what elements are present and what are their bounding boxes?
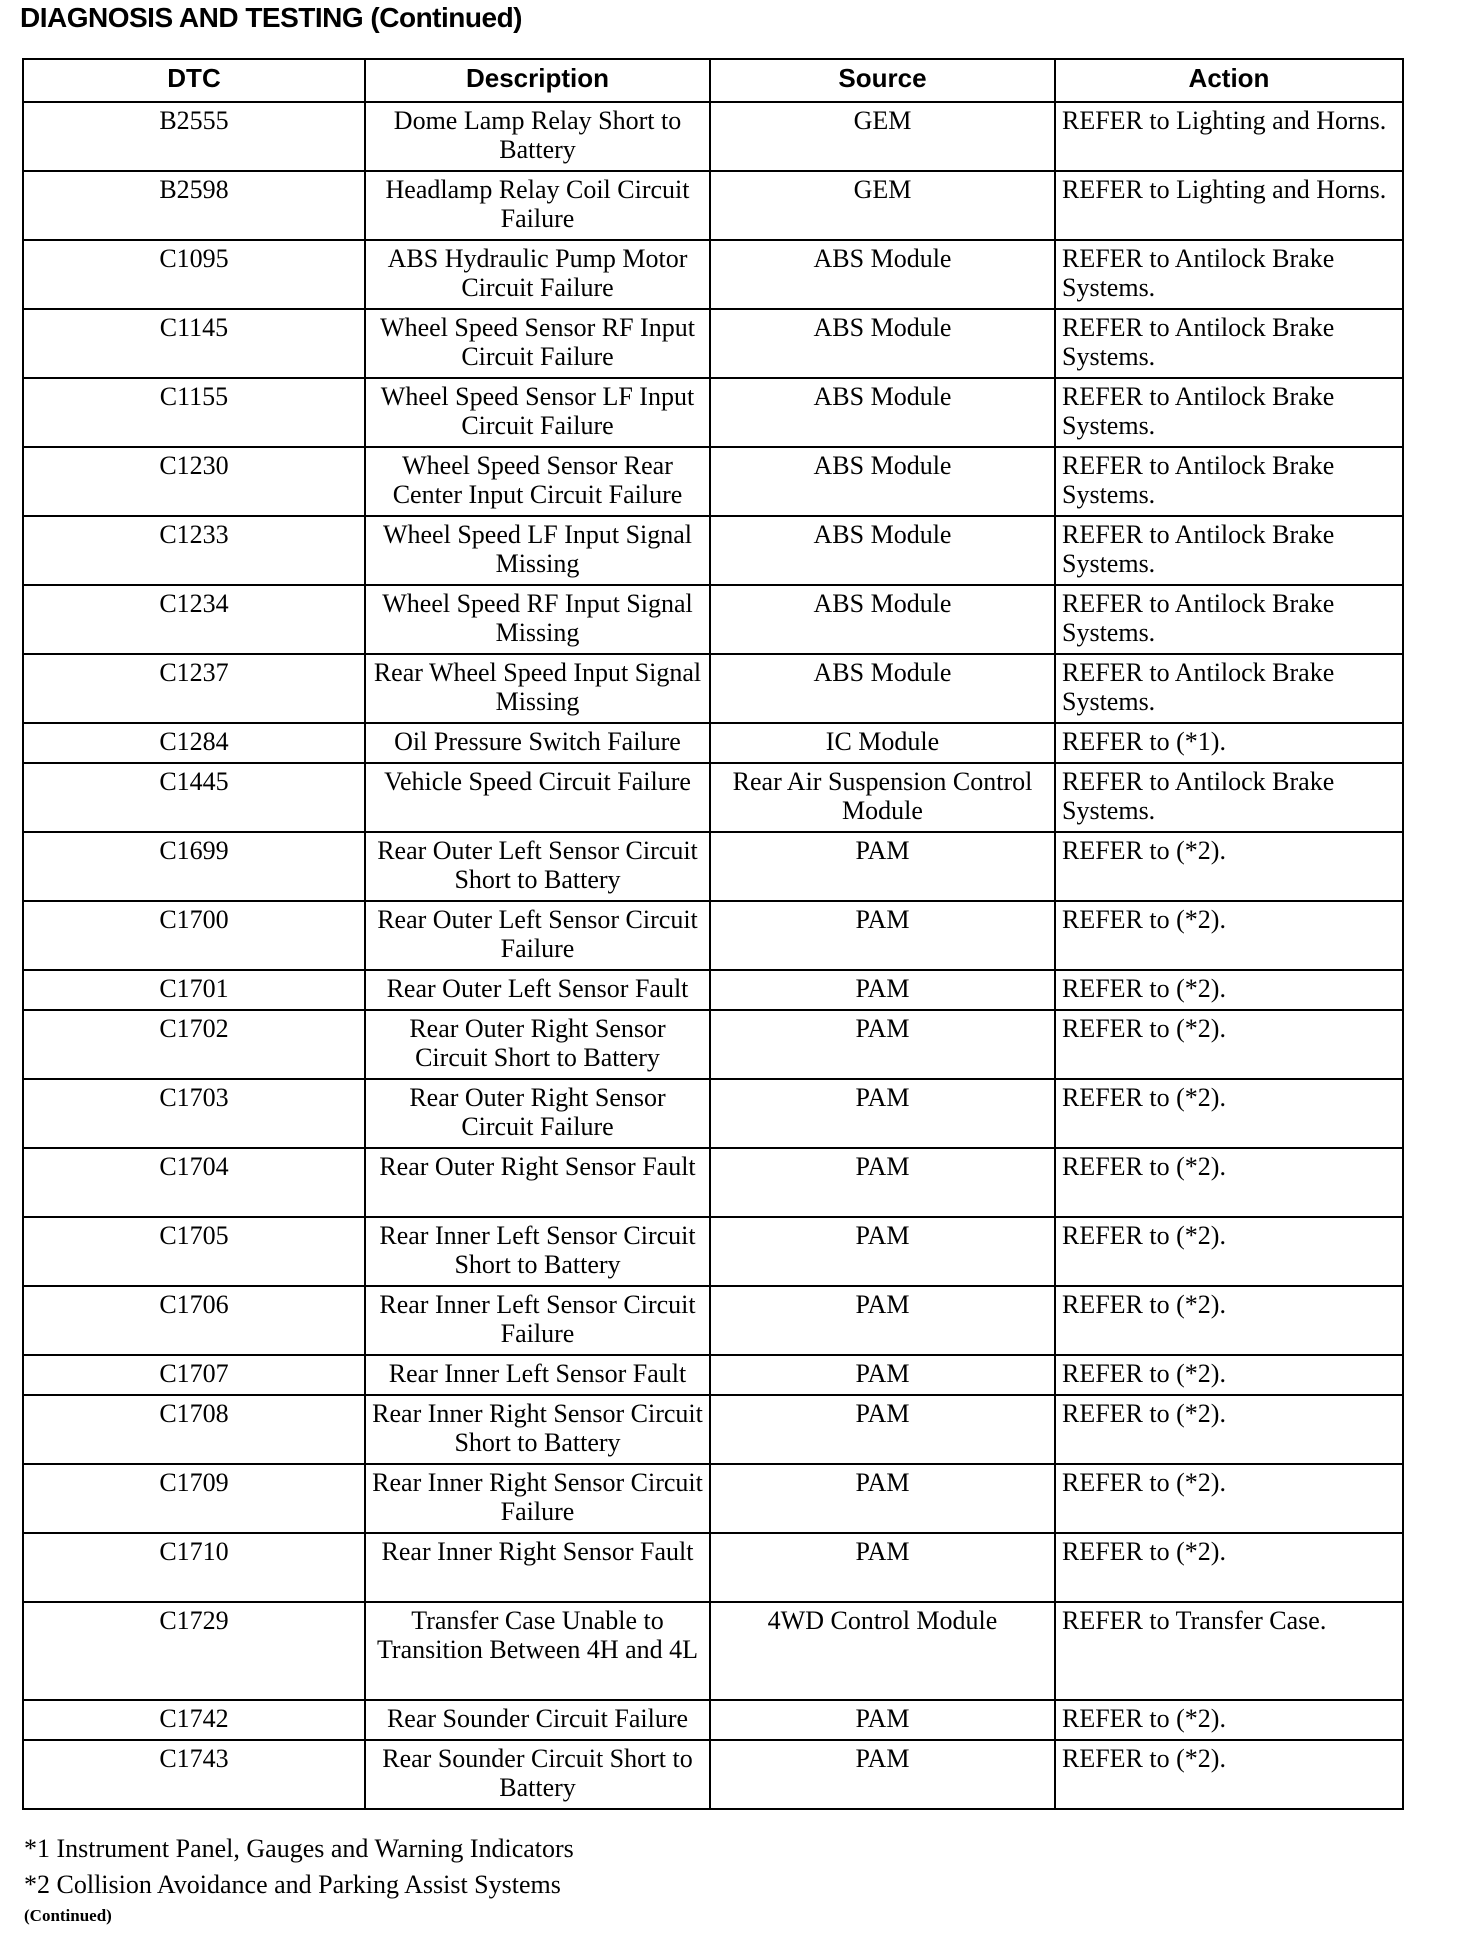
dtc-action: REFER to (*2).: [1055, 1286, 1403, 1355]
dtc-source: PAM: [710, 1533, 1055, 1602]
dtc-source: ABS Module: [710, 447, 1055, 516]
dtc-source: Rear Air Suspension Control Module: [710, 763, 1055, 832]
dtc-source: PAM: [710, 1700, 1055, 1740]
dtc-code: C1155: [23, 378, 365, 447]
dtc-action: REFER to Antilock Brake Systems.: [1055, 240, 1403, 309]
dtc-action: REFER to (*2).: [1055, 970, 1403, 1010]
dtc-code: C1445: [23, 763, 365, 832]
dtc-description: Wheel Speed Sensor Rear Center Input Circuit Failure: [365, 447, 710, 516]
dtc-code: C1700: [23, 901, 365, 970]
dtc-code: C1743: [23, 1740, 365, 1809]
dtc-source: ABS Module: [710, 585, 1055, 654]
dtc-description: Rear Outer Right Sensor Fault: [365, 1148, 710, 1217]
dtc-source: PAM: [710, 1079, 1055, 1148]
column-header-dtc: DTC: [23, 59, 365, 102]
dtc-code: C1729: [23, 1602, 365, 1700]
dtc-action: REFER to Transfer Case.: [1055, 1602, 1403, 1700]
dtc-action: REFER to (*2).: [1055, 832, 1403, 901]
dtc-description: Wheel Speed Sensor RF Input Circuit Failure: [365, 309, 710, 378]
footnote-2: *2 Collision Avoidance and Parking Assist Systems: [24, 1870, 561, 1899]
dtc-source: PAM: [710, 1740, 1055, 1809]
dtc-action: REFER to (*2).: [1055, 1700, 1403, 1740]
dtc-description: Transfer Case Unable to Transition Between 4H and 4L: [365, 1602, 710, 1700]
dtc-action: REFER to Antilock Brake Systems.: [1055, 378, 1403, 447]
table-row: [23, 585, 1403, 654]
table-row: [23, 901, 1403, 970]
dtc-source: PAM: [710, 1464, 1055, 1533]
dtc-source: PAM: [710, 970, 1055, 1010]
dtc-description: Rear Outer Left Sensor Circuit Failure: [365, 901, 710, 970]
table-row: [23, 1533, 1403, 1602]
dtc-code: C1707: [23, 1355, 365, 1395]
table-row: [23, 378, 1403, 447]
dtc-source: ABS Module: [710, 516, 1055, 585]
dtc-source: PAM: [710, 832, 1055, 901]
dtc-code: C1708: [23, 1395, 365, 1464]
dtc-action: REFER to Lighting and Horns.: [1055, 102, 1403, 171]
dtc-code: C1237: [23, 654, 365, 723]
table-row: [23, 654, 1403, 723]
dtc-description: Rear Inner Right Sensor Fault: [365, 1533, 710, 1602]
dtc-description: Oil Pressure Switch Failure: [365, 723, 710, 763]
column-header-description: Description: [365, 59, 710, 102]
dtc-source: 4WD Control Module: [710, 1602, 1055, 1700]
dtc-action: REFER to (*1).: [1055, 723, 1403, 763]
dtc-code: C1095: [23, 240, 365, 309]
dtc-action: REFER to (*2).: [1055, 1740, 1403, 1809]
dtc-code: C1234: [23, 585, 365, 654]
dtc-description: Rear Outer Right Sensor Circuit Short to Battery: [365, 1010, 710, 1079]
dtc-source: PAM: [710, 1395, 1055, 1464]
dtc-description: Rear Outer Right Sensor Circuit Failure: [365, 1079, 710, 1148]
dtc-code: C1710: [23, 1533, 365, 1602]
table-row: [23, 447, 1403, 516]
dtc-description: Rear Inner Right Sensor Circuit Short to Battery: [365, 1395, 710, 1464]
table-row: [23, 1355, 1403, 1395]
table-row: [23, 723, 1403, 763]
dtc-action: REFER to (*2).: [1055, 1355, 1403, 1395]
dtc-source: PAM: [710, 901, 1055, 970]
dtc-action: REFER to (*2).: [1055, 1533, 1403, 1602]
dtc-code: C1284: [23, 723, 365, 763]
dtc-code: C1702: [23, 1010, 365, 1079]
table-row: [23, 970, 1403, 1010]
dtc-description: Rear Inner Left Sensor Fault: [365, 1355, 710, 1395]
table-row: [23, 1464, 1403, 1533]
dtc-code: C1709: [23, 1464, 365, 1533]
dtc-code: B2598: [23, 171, 365, 240]
dtc-action: REFER to (*2).: [1055, 1148, 1403, 1217]
table-header-row: [23, 59, 1403, 102]
dtc-source: PAM: [710, 1286, 1055, 1355]
dtc-source: ABS Module: [710, 309, 1055, 378]
dtc-description: Rear Wheel Speed Input Signal Missing: [365, 654, 710, 723]
dtc-source: PAM: [710, 1355, 1055, 1395]
dtc-code: C1705: [23, 1217, 365, 1286]
dtc-code: C1742: [23, 1700, 365, 1740]
dtc-code: C1704: [23, 1148, 365, 1217]
dtc-action: REFER to (*2).: [1055, 1464, 1403, 1533]
table-row: [23, 1602, 1403, 1700]
dtc-code: C1233: [23, 516, 365, 585]
column-header-action: Action: [1055, 59, 1403, 102]
table-row: [23, 1148, 1403, 1217]
dtc-description: Vehicle Speed Circuit Failure: [365, 763, 710, 832]
dtc-description: Rear Sounder Circuit Failure: [365, 1700, 710, 1740]
dtc-description: Rear Outer Left Sensor Circuit Short to Battery: [365, 832, 710, 901]
table-row: [23, 102, 1403, 171]
dtc-code: C1699: [23, 832, 365, 901]
table-row: [23, 516, 1403, 585]
dtc-source: PAM: [710, 1217, 1055, 1286]
dtc-action: REFER to Antilock Brake Systems.: [1055, 516, 1403, 585]
dtc-action: REFER to (*2).: [1055, 1217, 1403, 1286]
column-header-source: Source: [710, 59, 1055, 102]
dtc-action: REFER to (*2).: [1055, 1010, 1403, 1079]
table-row: [23, 832, 1403, 901]
continued-label: (Continued): [24, 1906, 112, 1925]
dtc-description: Rear Inner Right Sensor Circuit Failure: [365, 1464, 710, 1533]
table-row: [23, 240, 1403, 309]
table-row: [23, 1079, 1403, 1148]
dtc-description: Rear Sounder Circuit Short to Battery: [365, 1740, 710, 1809]
table-row: [23, 309, 1403, 378]
dtc-code: C1701: [23, 970, 365, 1010]
dtc-action: REFER to (*2).: [1055, 1395, 1403, 1464]
dtc-description: Rear Inner Left Sensor Circuit Failure: [365, 1286, 710, 1355]
dtc-code: C1703: [23, 1079, 365, 1148]
table-row: [23, 1395, 1403, 1464]
dtc-code: C1145: [23, 309, 365, 378]
dtc-action: REFER to Antilock Brake Systems.: [1055, 763, 1403, 832]
footnote-1: *1 Instrument Panel, Gauges and Warning Indicators: [24, 1834, 574, 1863]
dtc-description: Headlamp Relay Coil Circuit Failure: [365, 171, 710, 240]
dtc-code: C1706: [23, 1286, 365, 1355]
dtc-source: PAM: [710, 1148, 1055, 1217]
dtc-source: ABS Module: [710, 240, 1055, 309]
dtc-description: Rear Inner Left Sensor Circuit Short to Battery: [365, 1217, 710, 1286]
dtc-action: REFER to Antilock Brake Systems.: [1055, 447, 1403, 516]
dtc-action: REFER to (*2).: [1055, 1079, 1403, 1148]
dtc-action: REFER to Lighting and Horns.: [1055, 171, 1403, 240]
dtc-action: REFER to Antilock Brake Systems.: [1055, 309, 1403, 378]
dtc-description: Wheel Speed RF Input Signal Missing: [365, 585, 710, 654]
dtc-source: GEM: [710, 171, 1055, 240]
dtc-source: IC Module: [710, 723, 1055, 763]
table-row: [23, 1286, 1403, 1355]
dtc-source: ABS Module: [710, 378, 1055, 447]
dtc-action: REFER to (*2).: [1055, 901, 1403, 970]
dtc-action: REFER to Antilock Brake Systems.: [1055, 654, 1403, 723]
dtc-description: Rear Outer Left Sensor Fault: [365, 970, 710, 1010]
dtc-description: ABS Hydraulic Pump Motor Circuit Failure: [365, 240, 710, 309]
dtc-code: C1230: [23, 447, 365, 516]
dtc-description: Dome Lamp Relay Short to Battery: [365, 102, 710, 171]
table-row: [23, 171, 1403, 240]
dtc-source: ABS Module: [710, 654, 1055, 723]
dtc-source: PAM: [710, 1010, 1055, 1079]
page-title: DIAGNOSIS AND TESTING (Continued): [20, 2, 522, 33]
dtc-source: GEM: [710, 102, 1055, 171]
table-row: [23, 1700, 1403, 1740]
dtc-description: Wheel Speed LF Input Signal Missing: [365, 516, 710, 585]
dtc-description: Wheel Speed Sensor LF Input Circuit Failure: [365, 378, 710, 447]
dtc-action: REFER to Antilock Brake Systems.: [1055, 585, 1403, 654]
table-row: [23, 763, 1403, 832]
dtc-code: B2555: [23, 102, 365, 171]
table-row: [23, 1740, 1403, 1809]
table-row: [23, 1217, 1403, 1286]
dtc-table: [22, 58, 1404, 1810]
table-row: [23, 1010, 1403, 1079]
